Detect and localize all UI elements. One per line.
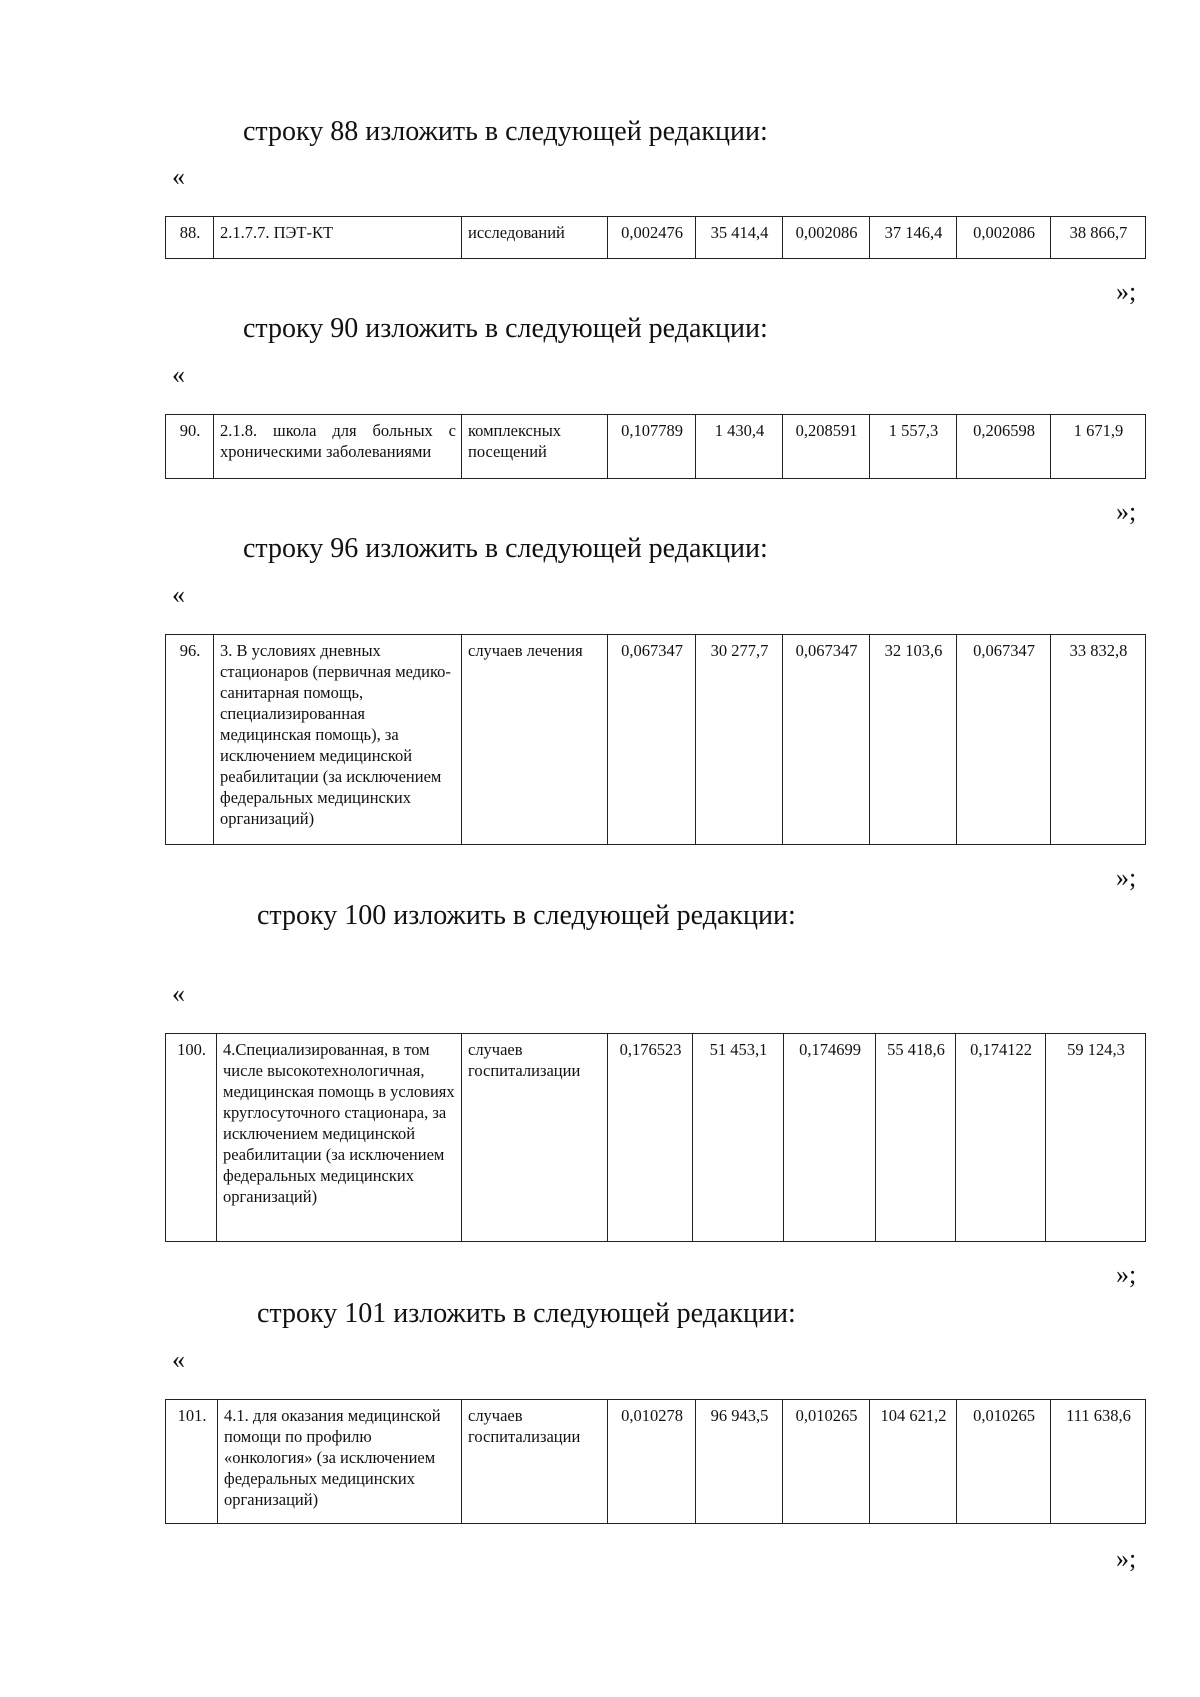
value-cell: 1 671,9 [1051, 415, 1146, 479]
close-quote: »; [1116, 277, 1137, 306]
table-row-100 [165, 1033, 1146, 1242]
open-quote: « [172, 979, 185, 1008]
row-name: 4.1. для оказания медицинской помощи по профилю «онкология» (за исключением федеральных медицинских организаций) [218, 1400, 462, 1524]
heading-row-90: строку 90 изложить в следующей редакции: [243, 313, 768, 344]
value-cell: 55 418,6 [876, 1034, 956, 1242]
table-row [166, 415, 1146, 479]
table-row-88 [165, 216, 1146, 259]
row-name: 2.1.8. школа для больных с хроническими заболеваниями [214, 415, 462, 479]
table-row [166, 1400, 1146, 1524]
value-cell: 0,174699 [784, 1034, 876, 1242]
table-row-90 [165, 414, 1146, 479]
value-cell: 0,067347 [957, 635, 1051, 845]
open-quote: « [172, 580, 185, 609]
open-quote: « [172, 360, 185, 389]
table-row [166, 1034, 1146, 1242]
value-cell: 0,067347 [783, 635, 870, 845]
value-cell: 0,174122 [956, 1034, 1046, 1242]
row-unit: исследований [462, 217, 608, 259]
value-cell: 1 430,4 [696, 415, 783, 479]
table-row [166, 217, 1146, 259]
row-unit: случаев госпитализации [462, 1400, 608, 1524]
value-cell: 0,208591 [783, 415, 870, 479]
row-number: 96. [166, 635, 214, 845]
row-number: 100. [166, 1034, 217, 1242]
value-cell: 38 866,7 [1051, 217, 1146, 259]
heading-row-101: строку 101 изложить в следующей редакции: [257, 1298, 796, 1329]
value-cell: 37 146,4 [870, 217, 957, 259]
row-unit: случаев лечения [462, 635, 608, 845]
value-cell: 96 943,5 [696, 1400, 783, 1524]
row-number: 101. [166, 1400, 218, 1524]
value-cell: 0,010278 [608, 1400, 696, 1524]
row-name: 4.Специализированная, в том числе высокотехнологичная, медицинская помощь в условиях круглосуточного стационара, за исключением медицинской реабилитации (за исключением федеральных медицинских организаций) [217, 1034, 462, 1242]
value-cell: 0,067347 [608, 635, 696, 845]
value-cell: 104 621,2 [870, 1400, 957, 1524]
value-cell: 33 832,8 [1051, 635, 1146, 845]
close-quote: »; [1116, 1260, 1137, 1289]
heading-row-100: строку 100 изложить в следующей редакции: [257, 900, 796, 931]
value-cell: 0,206598 [957, 415, 1051, 479]
close-quote: »; [1116, 497, 1137, 526]
value-cell: 0,002086 [957, 217, 1051, 259]
value-cell: 0,010265 [957, 1400, 1051, 1524]
open-quote: « [172, 162, 185, 191]
value-cell: 51 453,1 [693, 1034, 784, 1242]
row-unit: комплексных посещений [462, 415, 608, 479]
row-name: 2.1.7.7. ПЭТ-КТ [214, 217, 462, 259]
open-quote: « [172, 1345, 185, 1374]
close-quote: »; [1116, 863, 1137, 892]
table-row-101 [165, 1399, 1146, 1524]
heading-row-88: строку 88 изложить в следующей редакции: [243, 116, 768, 147]
row-number: 88. [166, 217, 214, 259]
row-unit: случаев госпитализации [462, 1034, 608, 1242]
table-row-96 [165, 634, 1146, 845]
value-cell: 32 103,6 [870, 635, 957, 845]
heading-row-96: строку 96 изложить в следующей редакции: [243, 533, 768, 564]
value-cell: 0,176523 [608, 1034, 693, 1242]
value-cell: 35 414,4 [696, 217, 783, 259]
value-cell: 1 557,3 [870, 415, 957, 479]
value-cell: 111 638,6 [1051, 1400, 1146, 1524]
row-name: 3. В условиях дневных стационаров (первичная медико-санитарная помощь, специализированная медицинская помощь), за исключением медицинской реабилитации (за исключением федеральных медицинских организаций) [214, 635, 462, 845]
close-quote: »; [1116, 1544, 1137, 1573]
value-cell: 0,002476 [608, 217, 696, 259]
value-cell: 30 277,7 [696, 635, 783, 845]
table-row [166, 635, 1146, 845]
row-number: 90. [166, 415, 214, 479]
value-cell: 0,002086 [783, 217, 870, 259]
value-cell: 0,107789 [608, 415, 696, 479]
value-cell: 0,010265 [783, 1400, 870, 1524]
value-cell: 59 124,3 [1046, 1034, 1146, 1242]
